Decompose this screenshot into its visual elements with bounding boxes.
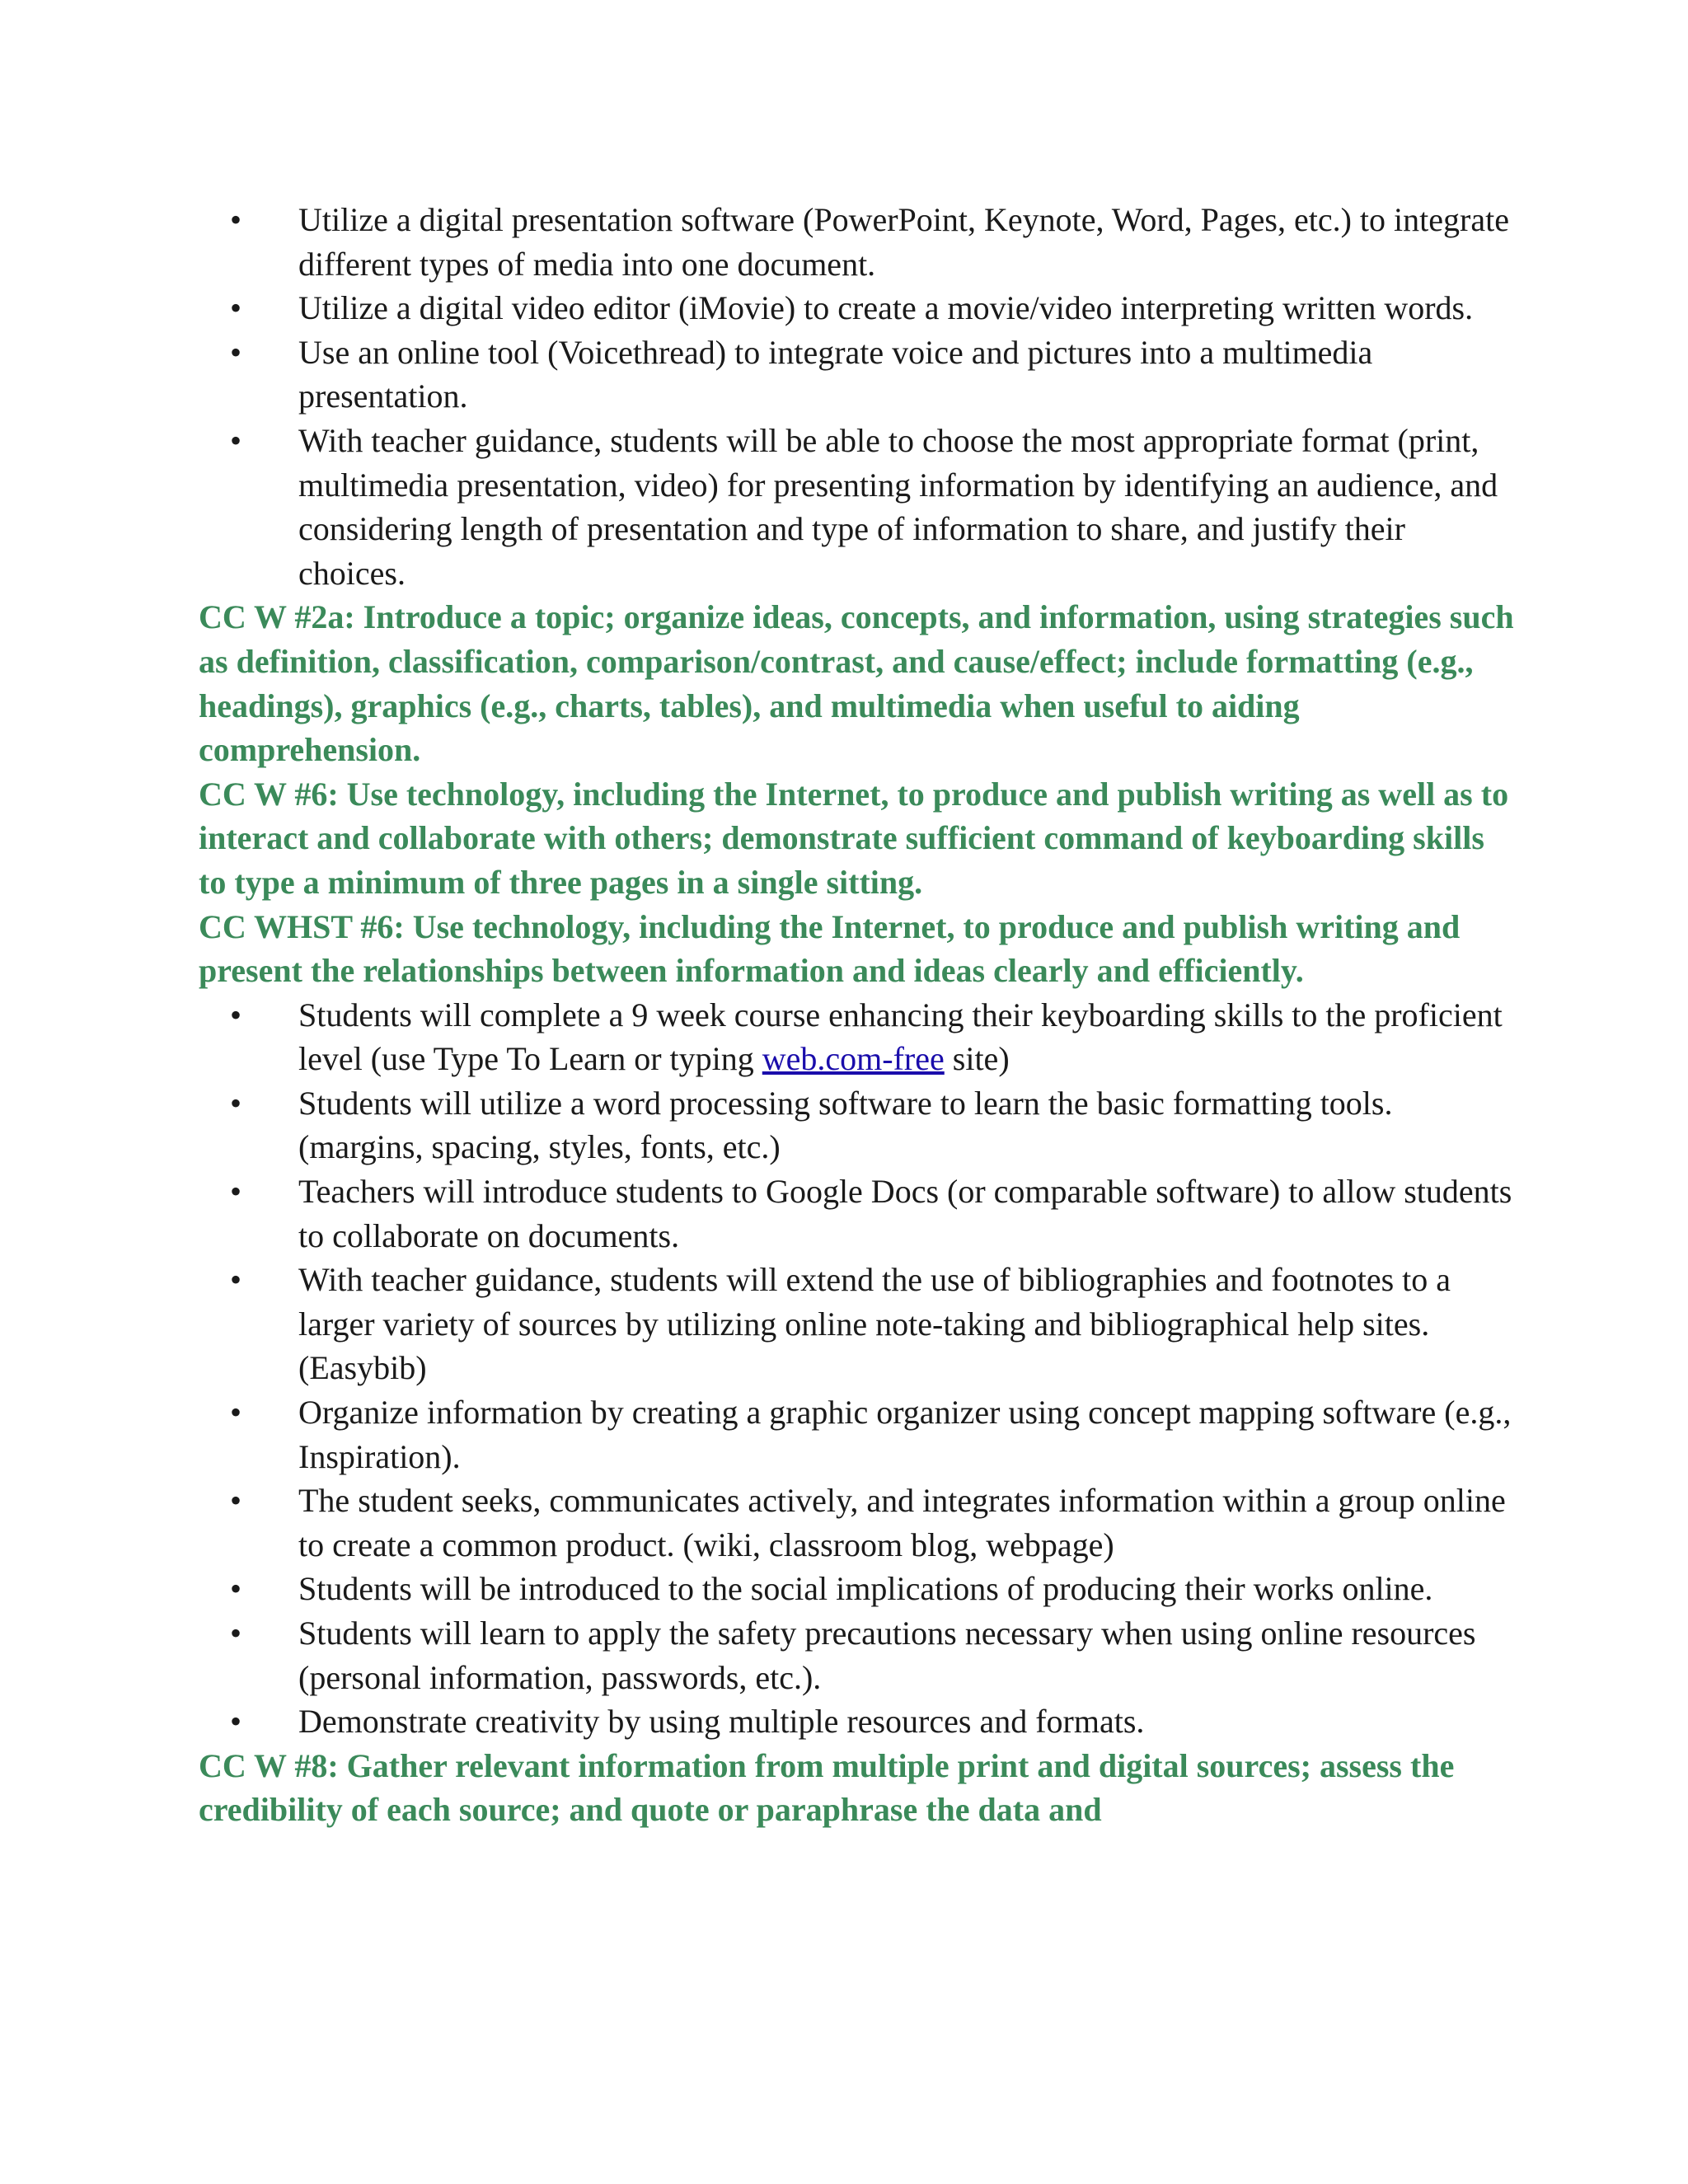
- bullet-icon: •: [230, 1570, 242, 1608]
- list-item-text: Organize information by creating a graphic organizer using concept mapping software (e.g., Inspiration).: [298, 1394, 1512, 1475]
- list-item: [199, 1699, 1517, 1744]
- list-item-text: Students will be introduced to the social implications of producing their works online.: [298, 1570, 1433, 1608]
- list-item-text: Utilize a digital presentation software (PowerPoint, Keynote, Word, Pages, etc.) to integrate different types of media into one document.: [298, 201, 1509, 283]
- bullet-icon: •: [230, 421, 242, 459]
- list-item: [199, 198, 1517, 286]
- bullet-icon: •: [230, 1482, 242, 1520]
- bullet-list-presentation: [199, 198, 1517, 595]
- bullet-list-technology: [199, 993, 1517, 1744]
- standard-heading-whst6: CC WHST #6: Use technology, including the Internet, to produce and publish writing and present the relationships between information and ideas clearly and efficiently.: [199, 907, 1461, 990]
- list-item-text: Students will utilize a word processing software to learn the basic formatting tools. (margins, spacing, styles, fonts, etc.): [298, 1084, 1393, 1166]
- document-content: [199, 198, 1517, 1832]
- standard-heading-w2a: CC W #2a: Introduce a topic; organize ideas, concepts, and information, using strategies such as definition, classification, comparison/contrast, and cause/effect; include formatting (e.g., headings), graphics (e.g., charts, tables), and multimedia when useful to aiding comprehension.: [199, 598, 1514, 769]
- typing-web-link[interactable]: web.com-free: [762, 1040, 945, 1078]
- list-item-text: Demonstrate creativity by using multiple resources and formats.: [298, 1703, 1145, 1741]
- list-item-text: With teacher guidance, students will be able to choose the most appropriate format (print, multimedia presentation, video) for presenting information by identifying an audience, and considering length of presentation and type of information to share, and justify their choices.: [298, 421, 1498, 592]
- list-item: [199, 993, 1517, 1081]
- bullet-icon: •: [230, 1703, 242, 1741]
- bullet-icon: •: [230, 201, 242, 238]
- list-item: [199, 1390, 1517, 1479]
- list-item: [199, 419, 1517, 595]
- list-item-text-before-link: Students will complete a 9 week course enhancing their keyboarding skills to the proficient level (use Type To Learn or typing: [298, 996, 1503, 1078]
- list-item-text: Utilize a digital video editor (iMovie) to create a movie/video interpreting written words.: [298, 289, 1474, 327]
- list-item: [199, 1081, 1517, 1169]
- list-item-text: Teachers will introduce students to Google Docs (or comparable software) to allow students to collaborate on documents.: [298, 1173, 1512, 1254]
- list-item: [199, 1611, 1517, 1699]
- list-item: [199, 1479, 1517, 1567]
- bullet-icon: •: [230, 333, 242, 371]
- standard-heading-w6: CC W #6: Use technology, including the Internet, to produce and publish writing as well as to interact and collaborate with others; demonstrate sufficient command of keyboarding skills to type a minimum of three pages in a single sitting.: [199, 775, 1509, 901]
- bullet-icon: •: [230, 1084, 242, 1122]
- list-item: [199, 286, 1517, 330]
- list-item-text: Students will learn to apply the safety precautions necessary when using online resources (personal information, passwords, etc.).: [298, 1615, 1476, 1696]
- bullet-icon: •: [230, 1615, 242, 1652]
- list-item: [199, 330, 1517, 419]
- list-item-text: The student seeks, communicates actively, and integrates information within a group online to create a common product. (wiki, classroom blog, webpage): [298, 1482, 1506, 1563]
- bullet-icon: •: [230, 1394, 242, 1432]
- list-item: [199, 1169, 1517, 1258]
- standard-heading-w8: CC W #8: Gather relevant information from multiple print and digital sources; assess the credibility of each source; and quote or paraphrase the data and: [199, 1746, 1455, 1829]
- list-item: [199, 1258, 1517, 1390]
- list-item-text-after-link: site): [944, 1040, 1010, 1078]
- bullet-icon: •: [230, 289, 242, 327]
- list-item-text: [298, 996, 1503, 1078]
- list-item-text: Use an online tool (Voicethread) to integrate voice and pictures into a multimedia presentation.: [298, 333, 1373, 415]
- bullet-icon: •: [230, 1173, 242, 1211]
- list-item-text: With teacher guidance, students will extend the use of bibliographies and footnotes to a larger variety of sources by utilizing online note-taking and bibliographical help sites. (Easybib): [298, 1261, 1451, 1387]
- list-item: [199, 1567, 1517, 1611]
- bullet-icon: •: [230, 1261, 242, 1299]
- bullet-icon: •: [230, 996, 242, 1033]
